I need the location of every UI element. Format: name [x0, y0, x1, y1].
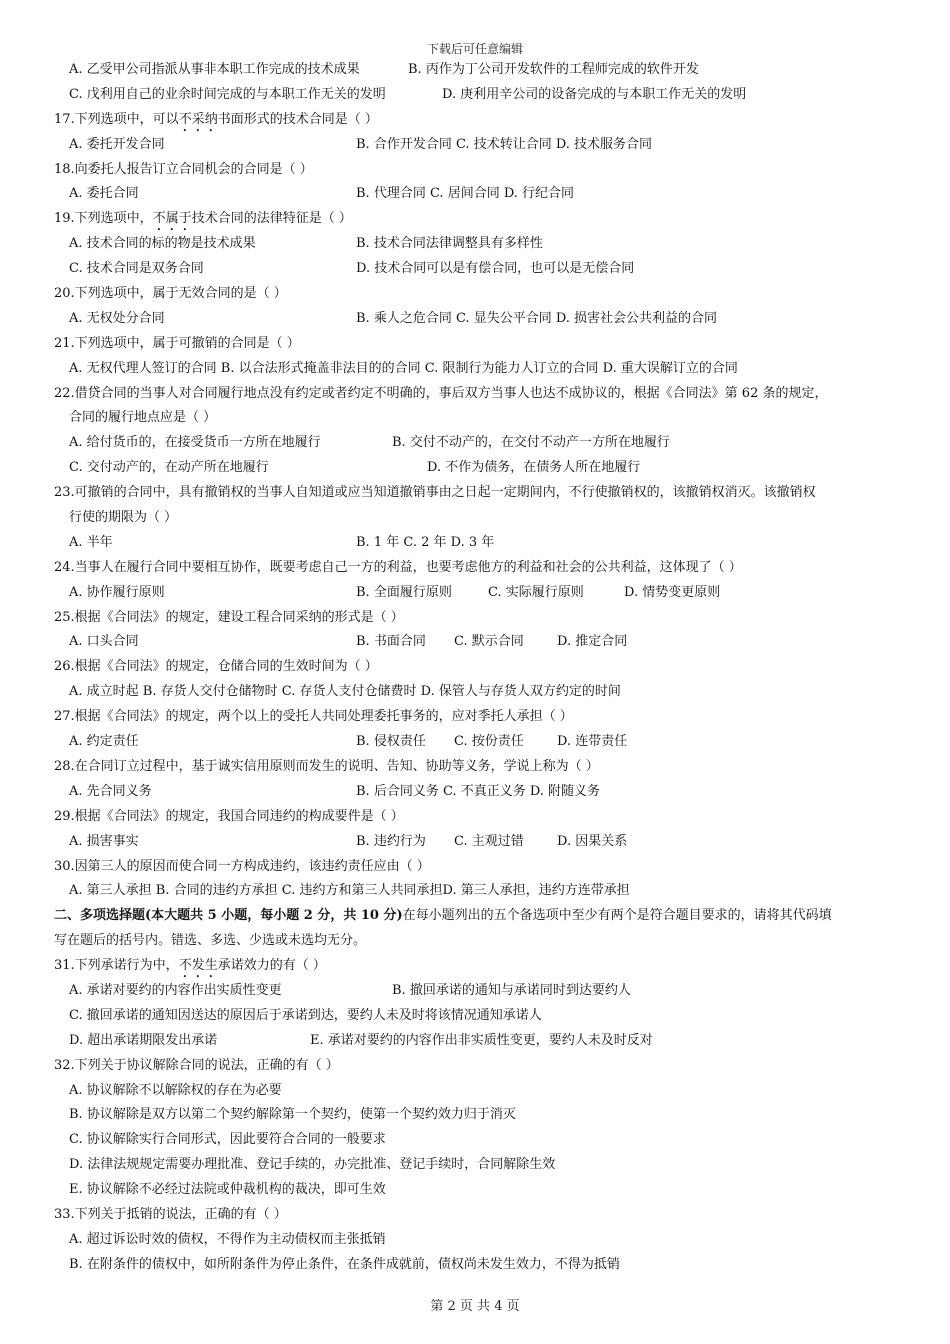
option-row	[54, 531, 904, 556]
option-row	[54, 1253, 904, 1278]
option-c: C. 协议解除实行合同形式，因此要符合合同的一般要求	[69, 1132, 386, 1148]
option-row	[54, 357, 904, 382]
option-row	[54, 1079, 904, 1104]
question-17	[54, 108, 904, 133]
section-2-heading-cont: 写在题后的括号内。错选、多选、少选或未选均无分。	[54, 933, 367, 949]
question-25: 25.根据《合同法》的规定，建设工程合同采纳的形式是（ ）	[54, 609, 404, 625]
option-e: E. 承诺对要约的内容作出非实质性变更，要约人未及时反对	[310, 1032, 653, 1048]
option-b: B. 后合同义务 C. 不真正义务 D. 附随义务	[356, 783, 601, 799]
option-row	[54, 1029, 904, 1054]
option-a: A. 先合同义务	[69, 783, 152, 799]
option-c: C. 按份责任	[454, 734, 524, 750]
question-32: 32.下列关于协议解除合同的说法，正确的有（ ）	[54, 1057, 339, 1073]
option-row	[54, 431, 904, 456]
option-a: A. 承诺对要约的内容作出实质性变更	[69, 982, 282, 998]
option-a: A. 约定责任	[69, 734, 139, 750]
question-text: 书面形式的技术合同是（ ）	[217, 111, 378, 127]
question-20: 20.下列选项中，属于无效合同的是（ ）	[54, 286, 287, 302]
option-a: A. 技术合同的标的物是技术成果	[69, 236, 256, 252]
option-d: D. 不作为债务，在债务人所在地履行	[427, 460, 641, 476]
section-title: 二、多项选择题(本大题共 5 小题，每小题 2 分，共 10 分)	[54, 908, 403, 924]
option-row	[54, 1004, 904, 1029]
option-a: A. 协议解除不以解除权的存在为必要	[69, 1082, 282, 1098]
question-26: 26.根据《合同法》的规定，仓储合同的生效时间为（ ）	[54, 659, 378, 675]
option-row	[54, 1228, 904, 1253]
question-27: 27.根据《合同法》的规定，两个以上的受托人共同处理委托事务的，应对季托人承担（ ）	[54, 709, 573, 725]
option-d: D. 连带责任	[557, 734, 628, 750]
question-33: 33.下列关于抵销的说法，正确的有（ ）	[54, 1206, 287, 1222]
question-24: 24.当事人在履行合同中要相互协作，既要考虑自己一方的利益，也要考虑他方的利益和社会的公共利益，这体现了（ ）	[54, 559, 742, 575]
question-21: 21.下列选项中，属于可撤销的合同是（ ）	[54, 335, 300, 351]
question-18: 18.向委托人报告订立合同机会的合同是（ ）	[54, 161, 313, 177]
option-d: D. 推定合同	[557, 634, 628, 650]
emphasis-text: 不属于	[152, 211, 192, 227]
option-a: A. 无权处分合同	[69, 310, 165, 326]
option-b: B. 书面合同	[356, 634, 426, 650]
option-row	[54, 182, 904, 207]
question-22: 22.借贷合同的当事人对合同履行地点没有约定或者约定不明确的，事后双方当事人也达不成协议的，根据《合同法》第 62 条的规定，	[54, 385, 828, 401]
option-row	[54, 730, 904, 755]
option-b: B. 1 年 C. 2 年 D. 3 年	[356, 534, 495, 550]
option-c: C. 实际履行原则	[488, 584, 584, 600]
question-text: 技术合同的法律特征是（ ）	[191, 211, 352, 227]
option-b: B. 交付不动产的，在交付不动产一方所在地履行	[392, 435, 670, 451]
option-a: A. 损害事实	[69, 833, 139, 849]
emphasis-text: 不发生	[178, 958, 218, 974]
option-a: A. 口头合同	[69, 634, 139, 650]
option-b: B. 违约行为	[356, 833, 426, 849]
option-c: C. 撤回承诺的通知因送达的原因后于承诺到达，要约人未及时将该情况通知承诺人	[69, 1007, 542, 1023]
question-29: 29.根据《合同法》的规定，我国合同违约的构成要件是（ ）	[54, 808, 404, 824]
option-row	[54, 1103, 904, 1128]
option-a: A. 给付货币的，在接受货币一方所在地履行	[69, 435, 321, 451]
question-22-cont	[54, 406, 904, 431]
option-row	[54, 1153, 904, 1178]
option-d: D. 因果关系	[557, 833, 628, 849]
option-row	[54, 232, 904, 257]
option-row	[54, 456, 904, 481]
exam-content	[54, 58, 904, 1278]
option-row	[54, 879, 904, 904]
option-c: C. 默示合同	[454, 634, 524, 650]
section-2-heading	[54, 904, 904, 929]
question-31	[54, 954, 904, 979]
option-row	[54, 780, 904, 805]
question-text: 17.下列选项中，可以	[54, 111, 179, 127]
option-c: C. 交付动产的，在动产所在地履行	[69, 460, 269, 476]
option-c: C. 技术合同是双务合同	[69, 261, 204, 277]
option-b: B. 侵权责任	[356, 734, 426, 750]
option-b: B. 协议解除是双方以第二个契约解除第一个契约，使第一个契约效力归于消灭	[69, 1107, 516, 1123]
option-row	[54, 581, 904, 606]
option-row	[54, 307, 904, 332]
page-header: 下载后可任意编辑	[426, 42, 523, 56]
question-text: 行使的期限为（ ）	[69, 510, 178, 526]
option-row	[54, 58, 904, 83]
option-c: C. 戊利用自己的业余时间完成的与本职工作无关的发明	[69, 86, 386, 102]
option-a: A. 半年	[69, 534, 113, 550]
options-inline: A. 第三人承担 B. 合同的违约方承担 C. 违约方和第三人共同承担D. 第三人承担，违约方连带承担	[69, 883, 630, 899]
option-c: C. 主观过错	[454, 833, 524, 849]
question-text: 承诺效力的有（ ）	[217, 958, 326, 974]
option-b: B. 代理合同 C. 居间合同 D. 行纪合同	[356, 186, 575, 202]
option-row	[54, 257, 904, 282]
option-d: D. 庚利用辛公司的设备完成的与本职工作无关的发明	[442, 86, 747, 102]
option-d: D. 情势变更原则	[624, 584, 721, 600]
options-inline: A. 无权代理人签订的合同 B. 以合法形式掩盖非法目的的合同 C. 限制行为能力人订立的合同 D. 重大误解订立的合同	[69, 360, 738, 376]
option-a: A. 超过诉讼时效的债权，不得作为主动债权而主张抵销	[69, 1231, 386, 1247]
option-b: B. 撤回承诺的通知与承诺同时到达要约人	[392, 982, 631, 998]
option-row	[54, 830, 904, 855]
option-b: B. 技术合同法律调整具有多样性	[356, 236, 543, 252]
option-b: B. 合作开发合同 C. 技术转让合同 D. 技术服务合同	[356, 136, 653, 152]
question-text: 31.下列承诺行为中，	[54, 958, 179, 974]
question-28: 28.在合同订立过程中，基于诚实信用原则而发生的说明、告知、协助等义务，学说上称为（ ）	[54, 758, 599, 774]
option-e: E. 协议解除不必经过法院或仲裁机构的裁决，即可生效	[69, 1182, 386, 1198]
emphasis-text: 不采纳	[178, 111, 218, 127]
question-text: 19.下列选项中，	[54, 211, 153, 227]
option-b: B. 乘人之危合同 C. 显失公平合同 D. 损害社会公共利益的合同	[356, 310, 718, 326]
option-a: A. 委托合同	[69, 186, 139, 202]
option-d: D. 法律法规规定需要办理批准、登记手续的，办完批准、登记手续时，合同解除生效	[69, 1157, 556, 1173]
question-23-cont	[54, 506, 904, 531]
option-d: D. 超出承诺期限发出承诺	[69, 1032, 218, 1048]
question-text: 合同的履行地点应是（ ）	[69, 410, 217, 426]
option-b: B. 全面履行原则	[356, 584, 452, 600]
section-instructions: 在每小题列出的五个备选项中至少有两个是符合题目要求的，请将其代码填	[402, 908, 832, 924]
option-row	[54, 1178, 904, 1203]
option-b: B. 丙作为丁公司开发软件的工程师完成的软件开发	[408, 62, 699, 77]
option-a: A. 委托开发合同	[69, 136, 165, 152]
option-a: A. 乙受甲公司指派从事非本职工作完成的技术成果	[69, 62, 360, 77]
option-row	[54, 1128, 904, 1153]
option-row	[54, 680, 904, 705]
option-row	[54, 83, 904, 108]
option-b: B. 在附条件的债权中，如所附条件为停止条件，在条件成就前，债权尚未发生效力，不得为抵销	[69, 1256, 620, 1272]
option-row	[54, 133, 904, 158]
option-row	[54, 630, 904, 655]
options-inline: A. 成立时起 B. 存货人交付仓储物时 C. 存货人支付仓储费时 D. 保管人与存货人双方约定的时间	[69, 684, 621, 700]
option-d: D. 技术合同可以是有偿合同，也可以是无偿合同	[356, 261, 635, 277]
question-23: 23.可撤销的合同中，具有撤销权的当事人自知道或应当知道撤销事由之日起一定期间内，不行使撤销权的，该撤销权消灭。该撤销权	[54, 485, 816, 501]
option-a: A. 协作履行原则	[69, 584, 165, 600]
page-footer: 第 2 页 共 4 页	[430, 1299, 520, 1314]
question-30: 30.因第三人的原因而使合同一方构成违约，该违约责任应由（ ）	[54, 858, 430, 874]
option-row	[54, 979, 904, 1004]
question-19	[54, 207, 904, 232]
